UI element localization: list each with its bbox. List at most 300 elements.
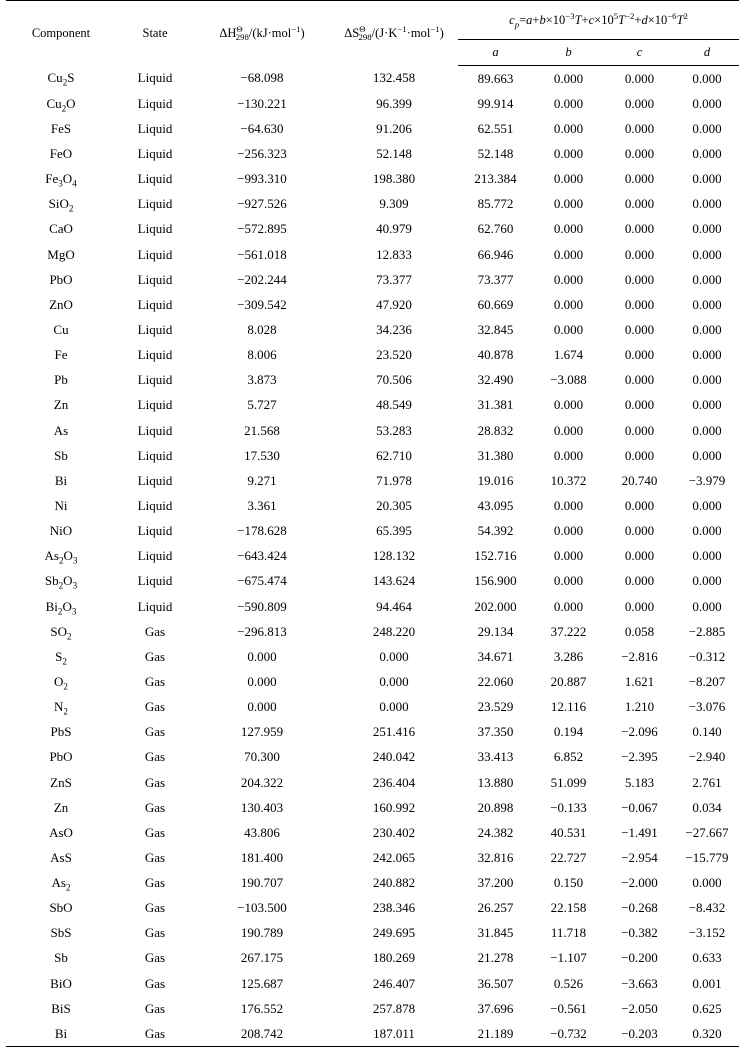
cell-d: 0.000 — [692, 221, 722, 237]
cell-enthalpy: 127.959 — [240, 724, 284, 740]
cell-component: CaO — [49, 221, 73, 237]
cell-c: 0.000 — [624, 196, 655, 212]
cell-a: 33.413 — [477, 749, 514, 765]
cell-b: 0.000 — [553, 95, 584, 111]
cell-entropy: 128.132 — [372, 548, 416, 564]
cell-entropy: 0.000 — [379, 648, 409, 664]
table-row — [6, 493, 739, 518]
cell-component: AsO — [49, 824, 73, 840]
cell-state: Liquid — [137, 246, 173, 262]
cell-enthalpy: −993.310 — [237, 171, 287, 187]
cell-enthalpy: −68.098 — [240, 70, 284, 86]
cell-component: AsS — [50, 849, 72, 865]
cell-component: PbO — [49, 749, 73, 765]
cell-state: Liquid — [137, 372, 173, 388]
table-row — [6, 116, 739, 141]
cell-entropy: 240.882 — [372, 875, 416, 891]
cell-entropy: 160.992 — [372, 799, 416, 815]
cell-state: Liquid — [137, 397, 173, 413]
cell-entropy: 71.978 — [376, 472, 412, 488]
cell-enthalpy: −927.526 — [237, 196, 287, 212]
cell-b: 0.000 — [553, 598, 584, 614]
cell-enthalpy: 190.707 — [240, 875, 284, 891]
cell-a: 22.060 — [477, 673, 514, 689]
cell-component: NiO — [49, 523, 73, 539]
cell-a: 32.845 — [477, 321, 514, 337]
cell-c: −0.067 — [621, 799, 658, 815]
cell-c: 0.000 — [624, 573, 655, 589]
cell-d: −0.312 — [688, 648, 726, 664]
header-entropy: $\Delta S^\Theta_{298}/(J\cdot K^{-1}\cdot mol^{-1})$ — [330, 1, 458, 66]
cell-enthalpy: 70.300 — [244, 749, 280, 765]
cell-component: SiO$_2$ — [48, 196, 74, 214]
cell-d: 0.140 — [692, 724, 722, 740]
cell-a: 21.189 — [458, 1021, 533, 1047]
cell-state: Gas — [144, 699, 166, 715]
cell-a: 62.760 — [477, 221, 514, 237]
header-b: b — [533, 40, 604, 66]
cell-component: $S_2$ — [55, 648, 67, 667]
cell-b: −3.088 — [550, 372, 587, 388]
cell-entropy: 94.464 — [376, 598, 412, 614]
cell-b: 11.718 — [550, 925, 587, 941]
table-row — [6, 871, 739, 896]
cell-state: Gas — [144, 648, 166, 664]
header-component: Component — [6, 1, 116, 66]
cell-b: 6.852 — [553, 749, 584, 765]
cell-component: Zn — [53, 397, 69, 413]
table-row — [6, 845, 739, 870]
cell-a: 20.898 — [477, 799, 514, 815]
cell-c: 5.183 — [624, 774, 655, 790]
cell-entropy: 65.395 — [376, 523, 412, 539]
cell-a: 85.772 — [477, 196, 514, 212]
table-header — [6, 1, 739, 66]
cell-state: Liquid — [137, 95, 173, 111]
cell-a: 23.529 — [477, 699, 514, 715]
cell-a: 156.900 — [474, 573, 517, 589]
cell-a: 60.669 — [477, 296, 514, 312]
cell-a: 26.257 — [477, 900, 514, 916]
cell-b: 12.116 — [550, 699, 587, 715]
cell-state: Liquid — [137, 573, 173, 589]
cell-state: Gas — [144, 849, 166, 865]
cell-enthalpy: 0.000 — [247, 699, 277, 715]
cell-entropy: 180.269 — [372, 950, 416, 966]
cell-b: 22.158 — [550, 900, 587, 916]
cell-a: 36.507 — [477, 975, 514, 991]
cell-component: Bi — [6, 1021, 116, 1047]
cell-entropy: 53.283 — [376, 422, 412, 438]
cell-c: 0.000 — [624, 70, 655, 86]
cell-c: 0.000 — [624, 271, 655, 287]
cell-c: −0.203 — [604, 1021, 675, 1047]
cell-entropy: 246.407 — [372, 975, 416, 991]
cell-c: 0.000 — [624, 422, 655, 438]
cell-b: 0.000 — [553, 523, 584, 539]
cell-entropy: 91.206 — [376, 120, 412, 136]
cell-entropy: 236.404 — [372, 774, 416, 790]
cell-state: Liquid — [137, 271, 173, 287]
cell-d: 0.000 — [692, 95, 722, 111]
cell-component: ZnS — [50, 774, 72, 790]
cell-a: 66.946 — [477, 246, 514, 262]
cell-enthalpy: −256.323 — [237, 145, 287, 161]
cell-component: $Sb_2O_3$ — [44, 573, 78, 591]
cell-state: Liquid — [137, 497, 173, 513]
header-a: a — [458, 40, 533, 66]
cell-entropy: 62.710 — [376, 447, 412, 463]
table-row — [6, 996, 739, 1021]
cell-component: $Cu_2S$ — [47, 70, 75, 88]
cell-b: 0.000 — [553, 271, 584, 287]
cell-d: 0.000 — [692, 347, 722, 363]
cell-state: Gas — [144, 623, 166, 639]
header-cp-formula: $c_p=a+b\times 10^{-3}T+c\times 10^5T^{-2}+d\times 10^{-6}T^2$ — [458, 1, 739, 40]
cell-b: 0.000 — [553, 296, 584, 312]
cell-component: ZnO — [49, 296, 73, 312]
cell-a: 31.380 — [477, 447, 514, 463]
cell-entropy: 238.346 — [372, 900, 416, 916]
cell-d: 0.000 — [692, 397, 722, 413]
cell-d: 0.633 — [692, 950, 722, 966]
cell-b: 1.674 — [553, 347, 584, 363]
cell-component: $Fe_3O_4$ — [45, 171, 77, 189]
cell-enthalpy: 125.687 — [240, 975, 284, 991]
table-row — [6, 695, 739, 720]
cell-c: 0.000 — [624, 145, 655, 161]
cell-enthalpy: 43.806 — [244, 824, 280, 840]
cell-a: 29.134 — [477, 623, 514, 639]
cell-enthalpy: 204.322 — [240, 774, 284, 790]
cell-d: 0.000 — [692, 296, 722, 312]
cell-state: Liquid — [137, 70, 173, 86]
cell-state: Liquid — [137, 472, 173, 488]
cell-entropy: 47.920 — [376, 296, 412, 312]
cell-component: Ni — [54, 497, 68, 513]
cell-enthalpy: 8.028 — [247, 321, 277, 337]
cell-c: 0.000 — [624, 523, 655, 539]
cell-component: $O_2$ — [54, 673, 68, 692]
cell-state: Gas — [144, 749, 166, 765]
table-row — [6, 770, 739, 795]
cell-c: 0.000 — [624, 296, 655, 312]
table-row — [6, 669, 739, 694]
cell-d: −2.940 — [688, 749, 726, 765]
cell-c: −3.663 — [621, 975, 658, 991]
cell-a: 43.095 — [477, 497, 514, 513]
cell-a: 89.663 — [477, 70, 514, 86]
cell-state: Liquid — [137, 548, 173, 564]
cell-d: 0.000 — [692, 422, 722, 438]
cell-c: 0.000 — [624, 372, 655, 388]
cell-d: 0.000 — [692, 523, 722, 539]
cell-b: 0.000 — [553, 422, 584, 438]
cell-entropy: 248.220 — [372, 623, 416, 639]
cell-d: −8.432 — [688, 900, 726, 916]
table-row — [6, 720, 739, 745]
cell-component: MgO — [47, 246, 75, 262]
cell-component: $N_2$ — [54, 699, 68, 717]
cell-enthalpy: 176.552 — [240, 1000, 284, 1016]
cell-c: 0.000 — [624, 246, 655, 262]
cell-a: 73.377 — [477, 271, 514, 287]
cell-enthalpy: 21.568 — [244, 422, 280, 438]
cell-entropy: 257.878 — [372, 1000, 416, 1016]
cell-enthalpy: 130.403 — [240, 799, 284, 815]
table-row — [6, 368, 739, 393]
cell-state: Liquid — [137, 221, 173, 237]
table-row — [6, 91, 739, 116]
cell-entropy: 240.042 — [372, 749, 416, 765]
cell-d: 0.000 — [692, 171, 722, 187]
table-row — [6, 1021, 739, 1047]
cell-c: 0.000 — [624, 347, 655, 363]
cell-entropy: 23.520 — [376, 347, 412, 363]
cell-enthalpy: −561.018 — [237, 246, 287, 262]
cell-component: BiO — [50, 975, 72, 991]
table-row — [6, 443, 739, 468]
cell-a: 32.490 — [477, 372, 514, 388]
cell-enthalpy: 181.400 — [240, 849, 284, 865]
cell-b: 0.000 — [553, 196, 584, 212]
cell-d: 0.000 — [692, 196, 722, 212]
cell-b: 0.000 — [553, 221, 584, 237]
cell-d: 0.320 — [675, 1021, 739, 1047]
cell-entropy: 198.380 — [372, 171, 416, 187]
cell-enthalpy: 0.000 — [247, 648, 277, 664]
cell-a: 24.382 — [477, 824, 514, 840]
cell-c: −0.382 — [621, 925, 658, 941]
cell-c: 0.000 — [624, 397, 655, 413]
cell-enthalpy: −572.895 — [237, 221, 287, 237]
cell-state: Gas — [144, 824, 166, 840]
cell-state: Gas — [144, 724, 166, 740]
cell-enthalpy: −309.542 — [237, 296, 287, 312]
cell-component: FeO — [49, 145, 73, 161]
cell-d: 0.000 — [692, 548, 722, 564]
cell-b: 0.000 — [553, 120, 584, 136]
cell-entropy: 40.979 — [376, 221, 412, 237]
cell-enthalpy: −296.813 — [237, 623, 287, 639]
cell-c: 0.000 — [624, 221, 655, 237]
cell-enthalpy: −675.474 — [237, 573, 287, 589]
cell-entropy: 9.309 — [379, 196, 409, 212]
cell-b: 0.000 — [553, 246, 584, 262]
cell-a: 37.350 — [477, 724, 514, 740]
cell-c: −0.268 — [621, 900, 658, 916]
cell-entropy: 34.236 — [376, 321, 412, 337]
cell-d: 0.000 — [692, 271, 722, 287]
cell-b: 3.286 — [553, 648, 584, 664]
cell-enthalpy: 17.530 — [244, 447, 280, 463]
cell-component: $Cu_2O$ — [46, 95, 76, 114]
cell-a: 28.832 — [477, 422, 514, 438]
cell-component: SbS — [50, 925, 72, 941]
table-row — [6, 343, 739, 368]
cell-d: −3.152 — [688, 925, 726, 941]
cell-d: −3.076 — [688, 699, 726, 715]
header-state: State — [116, 1, 194, 66]
cell-d: 0.625 — [692, 1000, 722, 1016]
cell-component: BiS — [51, 1000, 71, 1016]
cell-a: 62.551 — [477, 120, 514, 136]
cell-b: 0.526 — [553, 975, 584, 991]
table-row — [6, 946, 739, 971]
cell-d: 0.000 — [692, 321, 722, 337]
table-row — [6, 217, 739, 242]
cell-b: 10.372 — [550, 472, 587, 488]
cell-d: 0.000 — [692, 372, 722, 388]
cell-b: 20.887 — [550, 673, 587, 689]
cell-d: 2.761 — [692, 774, 722, 790]
cell-component: Pb — [54, 372, 68, 388]
cell-entropy: 12.833 — [376, 246, 412, 262]
cell-state: Gas — [116, 1021, 194, 1047]
cell-component: $SO_2$ — [50, 623, 72, 642]
cell-enthalpy: 190.789 — [240, 925, 284, 941]
cell-component: Sb — [54, 950, 68, 966]
cell-enthalpy: 5.727 — [247, 397, 277, 413]
cell-b: 0.000 — [553, 397, 584, 413]
cell-state: Liquid — [137, 120, 173, 136]
cell-state: Gas — [144, 950, 166, 966]
cell-c: 0.000 — [624, 120, 655, 136]
cell-component: Sb — [54, 447, 68, 463]
cell-d: −8.207 — [688, 673, 726, 689]
table-row — [6, 795, 739, 820]
cell-state: Liquid — [137, 447, 173, 463]
table-row — [6, 971, 739, 996]
cell-enthalpy: 3.361 — [247, 497, 277, 513]
cell-c: −1.491 — [621, 824, 658, 840]
cell-component: $As_2O_3$ — [44, 548, 78, 566]
cell-component: Fe — [54, 347, 68, 363]
cell-entropy: 48.549 — [376, 397, 412, 413]
cell-d: 0.000 — [692, 120, 722, 136]
table-row — [6, 569, 739, 594]
cell-d: 0.000 — [692, 573, 722, 589]
cell-c: 0.000 — [624, 171, 655, 187]
table-row — [6, 644, 739, 669]
cell-b: 0.000 — [553, 497, 584, 513]
cell-state: Gas — [144, 1000, 166, 1016]
cell-entropy: 0.000 — [379, 699, 409, 715]
cell-b: 22.727 — [550, 849, 587, 865]
cell-state: Gas — [144, 799, 166, 815]
cell-enthalpy: −130.221 — [237, 95, 287, 111]
cell-d: 0.000 — [692, 875, 722, 891]
cell-enthalpy: −590.809 — [237, 598, 287, 614]
cell-enthalpy: 3.873 — [247, 372, 277, 388]
cell-b: −0.561 — [550, 1000, 587, 1016]
cell-b: −0.732 — [533, 1021, 604, 1047]
cell-state: Liquid — [137, 523, 173, 539]
cell-enthalpy: −643.424 — [237, 548, 287, 564]
cell-enthalpy: 8.006 — [247, 347, 277, 363]
cell-c: −2.096 — [621, 724, 658, 740]
cell-b: 0.000 — [553, 321, 584, 337]
cell-a: 31.381 — [477, 397, 514, 413]
cell-a: 37.200 — [477, 875, 514, 891]
cell-state: Gas — [144, 774, 166, 790]
cell-a: 152.716 — [474, 548, 517, 564]
cell-d: 0.000 — [692, 598, 722, 614]
table-row — [6, 820, 739, 845]
cell-enthalpy: −202.244 — [237, 271, 287, 287]
cell-entropy: 52.148 — [376, 145, 412, 161]
cell-d: 0.000 — [692, 145, 722, 161]
cell-c: −2.050 — [621, 1000, 658, 1016]
cell-component: $As_2$ — [51, 875, 71, 893]
cell-enthalpy: 0.000 — [247, 673, 277, 689]
cell-d: −15.779 — [685, 849, 729, 865]
cell-a: 19.016 — [477, 472, 514, 488]
cell-b: 0.000 — [553, 548, 584, 564]
cell-d: 0.000 — [692, 246, 722, 262]
cell-d: −27.667 — [685, 824, 729, 840]
cell-entropy: 251.416 — [372, 724, 416, 740]
cell-state: Gas — [144, 900, 166, 916]
table-row — [6, 141, 739, 166]
cell-c: 0.000 — [624, 497, 655, 513]
table-row — [6, 292, 739, 317]
cell-a: 54.392 — [477, 523, 514, 539]
header-c: c — [604, 40, 675, 66]
cell-state: Gas — [144, 925, 166, 941]
cell-state: Liquid — [137, 598, 173, 614]
cell-component: Cu — [53, 321, 69, 337]
table-row — [6, 519, 739, 544]
table-row — [6, 167, 739, 192]
cell-d: 0.001 — [692, 975, 722, 991]
cell-entropy: 70.506 — [376, 372, 412, 388]
cell-entropy: 249.695 — [372, 925, 416, 941]
cell-c: 0.000 — [624, 447, 655, 463]
cell-c: −2.954 — [621, 849, 658, 865]
table-row — [6, 393, 739, 418]
cell-entropy: 132.458 — [372, 70, 416, 86]
cell-state: Liquid — [137, 347, 173, 363]
cell-b: 0.000 — [553, 145, 584, 161]
cell-component: SbO — [49, 900, 73, 916]
table-row — [6, 921, 739, 946]
table-row — [6, 544, 739, 569]
cell-component: PbO — [49, 271, 73, 287]
cell-c: 0.000 — [624, 598, 655, 614]
cell-b: 0.194 — [553, 724, 584, 740]
cell-a: 34.671 — [477, 648, 514, 664]
cell-state: Gas — [144, 673, 166, 689]
cell-b: 40.531 — [550, 824, 587, 840]
cell-entropy: 230.402 — [372, 824, 416, 840]
cell-b: 0.150 — [553, 875, 584, 891]
cell-state: Liquid — [137, 145, 173, 161]
table-row — [6, 896, 739, 921]
cell-enthalpy: 267.175 — [240, 950, 284, 966]
cell-c: 20.740 — [621, 472, 658, 488]
cell-d: −2.885 — [688, 623, 726, 639]
cell-entropy: 0.000 — [379, 673, 409, 689]
cell-a: 37.696 — [477, 1000, 514, 1016]
cell-component: Zn — [53, 799, 69, 815]
cell-b: 0.000 — [553, 171, 584, 187]
table-row — [6, 619, 739, 644]
cell-component: $Bi_2O_3$ — [45, 598, 77, 617]
cell-c: 1.210 — [624, 699, 655, 715]
cell-b: 51.099 — [550, 774, 587, 790]
cell-a: 213.384 — [474, 171, 517, 187]
